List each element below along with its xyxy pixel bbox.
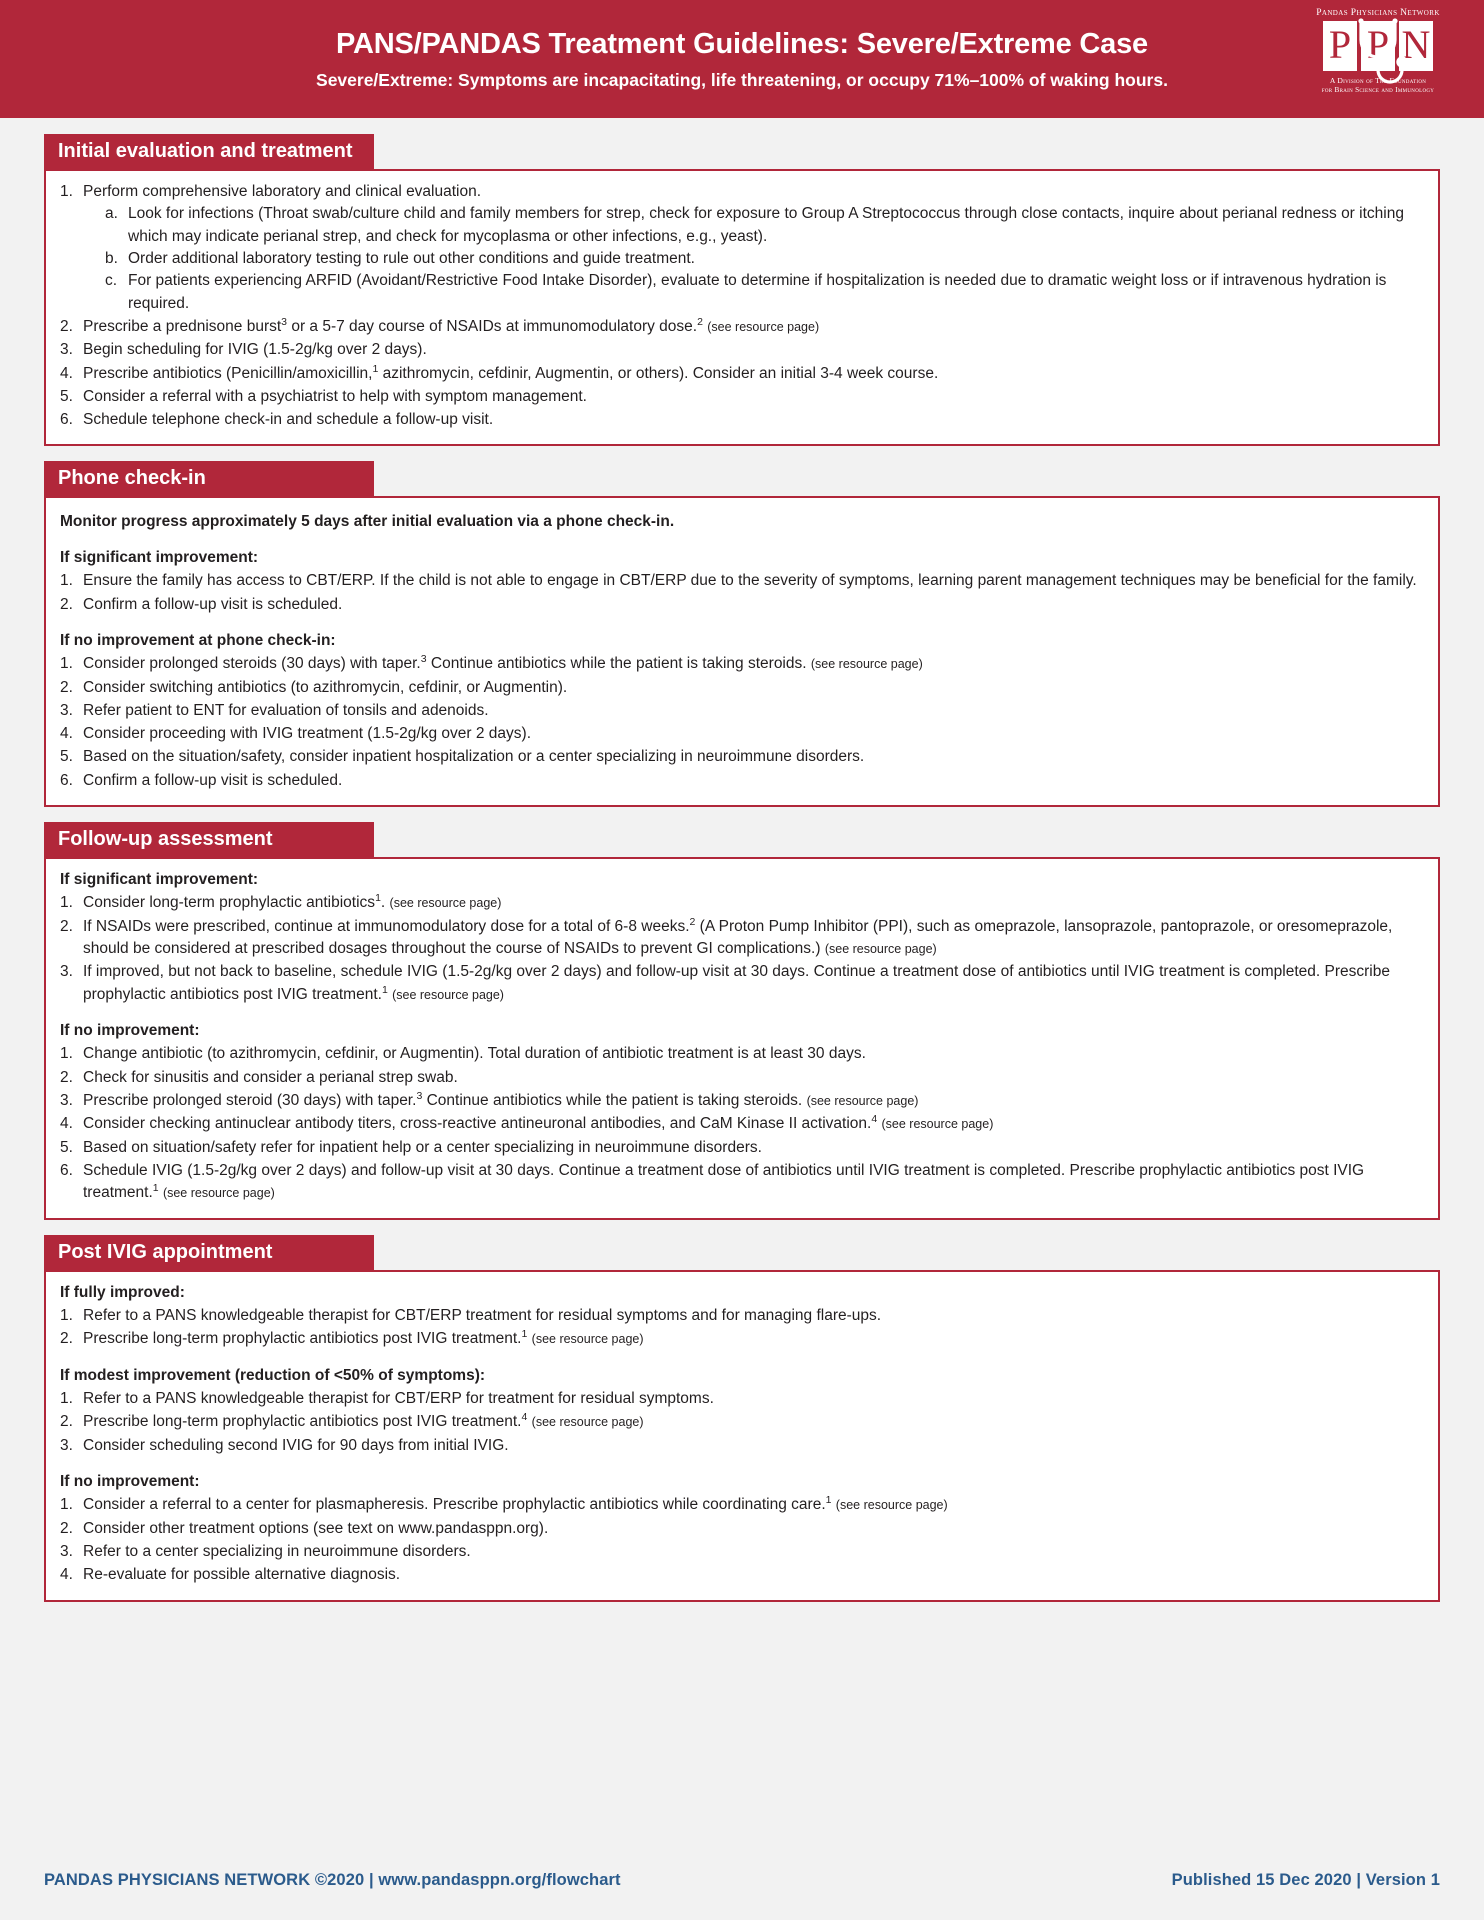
section-heading-post-ivig-appointment: Post IVIG appointment <box>44 1235 374 1271</box>
list-item <box>60 677 1424 699</box>
list-marker: 1. <box>60 1306 73 1324</box>
header-titles <box>0 27 1484 92</box>
ordered-list <box>60 570 1424 616</box>
section-heading-follow-up-assessment: Follow-up assessment <box>44 822 374 858</box>
list-item <box>60 1305 1424 1327</box>
list-marker: 1. <box>60 1496 73 1514</box>
page-subtitle: Severe/Extreme: Symptoms are incapacitating, life threatening, or occupy 71%–100% of waking hours. <box>316 70 1168 91</box>
section-initial-evaluation-and-treatment <box>44 134 1440 446</box>
section-heading-phone-check-in: Phone check-in <box>44 461 374 497</box>
list-item-text: Prescribe antibiotics (Penicillin/amoxicillin,$^1$ azithromycin, cefdinir, Augmentin, or others). Consider an initial 3-4 week course. <box>83 362 939 382</box>
group-subheading: If significant improvement: <box>60 548 259 566</box>
list-item <box>60 1113 1424 1135</box>
list-marker: 2. <box>60 1519 73 1537</box>
logo-division-line-2: for Brain Science and Immunology <box>1321 86 1435 94</box>
list-marker: 6. <box>60 411 73 429</box>
logo-division-line-1: A Division of The Foundation <box>1329 76 1427 85</box>
section-phone-check-in <box>44 461 1440 807</box>
list-marker: 3. <box>60 1436 73 1454</box>
list-marker: 5. <box>60 1138 73 1156</box>
list-item-text: Perform comprehensive laboratory and clinical evaluation. <box>83 183 482 200</box>
list-marker: 2. <box>60 317 73 335</box>
sub-list <box>83 203 1424 315</box>
list-marker: 2. <box>60 1330 73 1348</box>
list-marker: 3. <box>60 1542 73 1560</box>
list-item-text: Look for infections (Throat swab/culture child and family members for strep, check for exposure to Group A Streptococcus through close contacts, inquire about perianal redness or itching which may indicate perianal strep, and check for mycoplasma or other infections, e.g., yeast). <box>128 205 1404 245</box>
list-item-text: Refer to a PANS knowledgeable therapist for CBT/ERP treatment for residual symptoms and for managing flare-ups. <box>83 1306 882 1324</box>
list-item <box>60 1518 1424 1540</box>
list-item <box>60 653 1424 675</box>
page-header <box>0 0 1484 118</box>
list-item-text: Consider other treatment options (see text on www.pandasppn.org). <box>83 1519 549 1537</box>
list-item <box>60 700 1424 722</box>
list-item-text: Consider a referral to a center for plasmapheresis. Prescribe prophylactic antibiotics while coordinating care.$^1$ (see resource page) <box>83 1494 948 1514</box>
list-item-text: Refer patient to ENT for evaluation of tonsils and adenoids. <box>83 701 489 719</box>
list-item-text: Re-evaluate for possible alternative diagnosis. <box>83 1566 401 1584</box>
list-item-text: Prescribe prolonged steroid (30 days) with taper.$^3$ Continue antibiotics while the patient is taking steroids. (see resource page) <box>83 1089 919 1109</box>
list-marker: 6. <box>60 771 73 789</box>
footer-publication: Published 15 Dec 2020 | Version 1 <box>1171 1871 1440 1889</box>
list-marker: 4. <box>60 1566 73 1584</box>
footer-copyright: PANDAS PHYSICIANS NETWORK ©2020 | www.pandasppn.org/flowchart <box>44 1871 621 1889</box>
list-item <box>60 181 1424 315</box>
list-item-text: Consider scheduling second IVIG for 90 days from initial IVIG. <box>83 1436 509 1454</box>
list-item-text: Refer to a PANS knowledgeable therapist for CBT/ERP for treatment for residual symptoms. <box>83 1389 714 1407</box>
group-subheading: If modest improvement (reduction of <50% of symptoms): <box>60 1366 486 1384</box>
section-post-ivig-appointment <box>44 1235 1440 1602</box>
list-item <box>60 1328 1424 1350</box>
list-item-text: Schedule IVIG (1.5-2g/kg over 2 days) and follow-up visit at 30 days. Continue a treatment dose of antibiotics until IVIG treatment is completed. Prescribe prophylactic antibiotics post IVIG treatment.$^1$ (see resource page) <box>83 1161 1365 1202</box>
list-marker: 1. <box>60 1045 73 1063</box>
list-item <box>60 316 1424 338</box>
list-sub-item <box>105 203 1424 248</box>
list-item-text: Check for sinusitis and consider a perianal strep swab. <box>83 1068 458 1086</box>
list-item-text: Order additional laboratory testing to rule out other conditions and guide treatment. <box>128 249 695 267</box>
section-body-phone-check-in <box>44 496 1440 807</box>
list-marker: 3. <box>60 701 73 719</box>
list-marker: 2. <box>60 595 73 613</box>
list-item <box>60 363 1424 385</box>
list-item <box>60 892 1424 914</box>
list-item-text: Ensure the family has access to CBT/ERP. If the child is not able to engage in CBT/ERP due to the severity of symptoms, learning parent management techniques may be beneficial for the family. <box>83 572 1417 590</box>
list-item-text: If NSAIDs were prescribed, continue at immunomodulatory dose for a total of 6-8 weeks.$^2$ (A Proton Pump Inhibitor (PPI), such as omeprazole, lansoprazole, pantoprazole, or oresomeprazole, should be considered at prescribed dosages throughout the course of NSAIDs to prevent GI complications.) (see resource page) <box>83 915 1393 958</box>
list-item <box>60 1494 1424 1516</box>
list-marker: 1. <box>60 572 73 590</box>
list-item-text: Prescribe long-term prophylactic antibiotics post IVIG treatment.$^4$ (see resource page) <box>83 1411 644 1431</box>
list-item-text: Prescribe long-term prophylactic antibiotics post IVIG treatment.$^1$ (see resource page) <box>83 1328 644 1348</box>
list-marker: 1. <box>60 894 73 912</box>
list-item <box>60 1541 1424 1563</box>
ordered-list <box>60 1043 1424 1204</box>
list-marker: 3. <box>60 341 73 359</box>
group-subheading: If no improvement at phone check-in: <box>60 631 336 649</box>
list-sub-item <box>105 248 1424 270</box>
group-subheading: If no improvement: <box>60 1022 200 1039</box>
ordered-list <box>60 653 1424 792</box>
ppn-logo <box>1294 8 1462 108</box>
list-item-text: Consider a referral with a psychiatrist to help with symptom management. <box>83 387 587 405</box>
section-lead-text: Monitor progress approximately 5 days after initial evaluation via a phone check-in. <box>60 513 675 531</box>
list-marker: 3. <box>60 1092 73 1109</box>
section-follow-up-assessment <box>44 822 1440 1220</box>
list-item <box>60 1067 1424 1089</box>
list-marker: 4. <box>60 364 73 382</box>
list-item-text: Confirm a follow-up visit is scheduled. <box>83 595 343 613</box>
list-item <box>60 409 1424 431</box>
list-marker: c. <box>105 272 118 290</box>
list-item-text: Consider checking antinuclear antibody titers, cross-reactive antineuronal antibodies, and CaM Kinase II activation.$^4$ (see resource page) <box>83 1113 994 1133</box>
list-marker: 2. <box>60 917 73 935</box>
list-marker: 2. <box>60 1068 73 1086</box>
list-item <box>60 916 1424 961</box>
list-marker: 1. <box>60 183 73 200</box>
list-item-text: If improved, but not back to baseline, schedule IVIG (1.5-2g/kg over 2 days) and follow-up visit at 30 days. Continue a treatment dose of antibiotics until IVIG treatment is completed. Prescribe prophylactic antibiotics post IVIG treatment.$^1$ (see resource page) <box>83 963 1390 1003</box>
ordered-list <box>60 1305 1424 1351</box>
ordered-list <box>60 1494 1424 1586</box>
list-item <box>60 1160 1424 1205</box>
ordered-list <box>60 1388 1424 1457</box>
list-item <box>60 339 1424 361</box>
list-item-text: For patients experiencing ARFID (Avoidant/Restrictive Food Intake Disorder), evaluate to determine if hospitalization is needed due to dramatic weight loss or if intravenous hydration is required. <box>128 272 1387 312</box>
list-marker: 4. <box>60 725 73 743</box>
list-item <box>60 961 1424 1006</box>
group-subheading: If no improvement: <box>60 1472 200 1490</box>
list-item-text: Based on the situation/safety, consider inpatient hospitalization or a center specializing in neuroimmune disorders. <box>83 748 865 766</box>
logo-org-name: Pandas Physicians Network <box>1316 8 1440 18</box>
list-marker: 3. <box>60 963 73 981</box>
group-subheading: If significant improvement: <box>60 871 259 889</box>
list-item-text: Consider prolonged steroids (30 days) with taper.$^3$ Continue antibiotics while the patient is taking steroids. (see resource page) <box>83 653 923 673</box>
logo-letters <box>1323 20 1433 72</box>
list-item <box>60 594 1424 616</box>
list-item <box>60 723 1424 745</box>
list-marker: 5. <box>60 387 73 405</box>
logo-letter-n: N <box>1399 21 1433 71</box>
list-item <box>60 1043 1424 1065</box>
list-marker: a. <box>105 205 118 223</box>
page-footer <box>0 1871 1484 1890</box>
ordered-list <box>60 181 1424 431</box>
list-item <box>60 1435 1424 1457</box>
list-item <box>60 1137 1424 1159</box>
list-item-text: Consider long-term prophylactic antibiotics$^1$. (see resource page) <box>83 892 502 912</box>
section-heading-initial-evaluation-and-treatment: Initial evaluation and treatment <box>44 134 374 170</box>
list-marker: 1. <box>60 1389 73 1407</box>
list-item-text: Change antibiotic (to azithromycin, cefdinir, or Augmentin). Total duration of antibiotic treatment is at least 30 days. <box>83 1045 866 1063</box>
list-item-text: Consider proceeding with IVIG treatment (1.5-2g/kg over 2 days). <box>83 725 531 743</box>
list-item-text: Refer to a center specializing in neuroimmune disorders. <box>83 1542 471 1560</box>
section-body-initial-evaluation-and-treatment <box>44 169 1440 446</box>
list-item <box>60 386 1424 408</box>
list-item-text: Confirm a follow-up visit is scheduled. <box>83 771 343 789</box>
list-item-text: Based on situation/safety refer for inpatient help or a center specializing in neuroimmune disorders. <box>83 1138 762 1156</box>
list-item <box>60 1090 1424 1112</box>
list-marker: 1. <box>60 655 73 673</box>
list-item-text: Begin scheduling for IVIG (1.5-2g/kg over 2 days). <box>83 341 427 359</box>
page-title: PANS/PANDAS Treatment Guidelines: Severe/Extreme Case <box>336 27 1148 60</box>
list-item <box>60 746 1424 768</box>
list-item-text: Schedule telephone check-in and schedule a follow-up visit. <box>83 411 494 429</box>
list-item <box>60 770 1424 792</box>
ordered-list <box>60 892 1424 1006</box>
list-item-text: Prescribe a prednisone burst$^3$ or a 5-7 day course of NSAIDs at immunomodulatory dose.$^2$ (see resource page) <box>83 315 820 335</box>
document-content <box>0 118 1484 1602</box>
list-marker: 6. <box>60 1161 73 1179</box>
list-marker: 2. <box>60 1413 73 1431</box>
list-sub-item <box>105 270 1424 315</box>
list-marker: 4. <box>60 1115 73 1133</box>
section-body-post-ivig-appointment <box>44 1270 1440 1602</box>
logo-letter-p2: P <box>1361 21 1395 71</box>
group-subheading: If fully improved: <box>60 1283 185 1301</box>
list-item <box>60 1411 1424 1433</box>
list-marker: 5. <box>60 748 73 766</box>
list-item-text: Consider switching antibiotics (to azithromycin, cefdinir, or Augmentin). <box>83 678 568 696</box>
list-item <box>60 570 1424 592</box>
section-body-follow-up-assessment <box>44 857 1440 1220</box>
list-item <box>60 1564 1424 1586</box>
list-item <box>60 1388 1424 1410</box>
list-marker: 2. <box>60 678 73 696</box>
logo-letter-p1: P <box>1323 21 1357 71</box>
list-marker: b. <box>105 249 118 267</box>
